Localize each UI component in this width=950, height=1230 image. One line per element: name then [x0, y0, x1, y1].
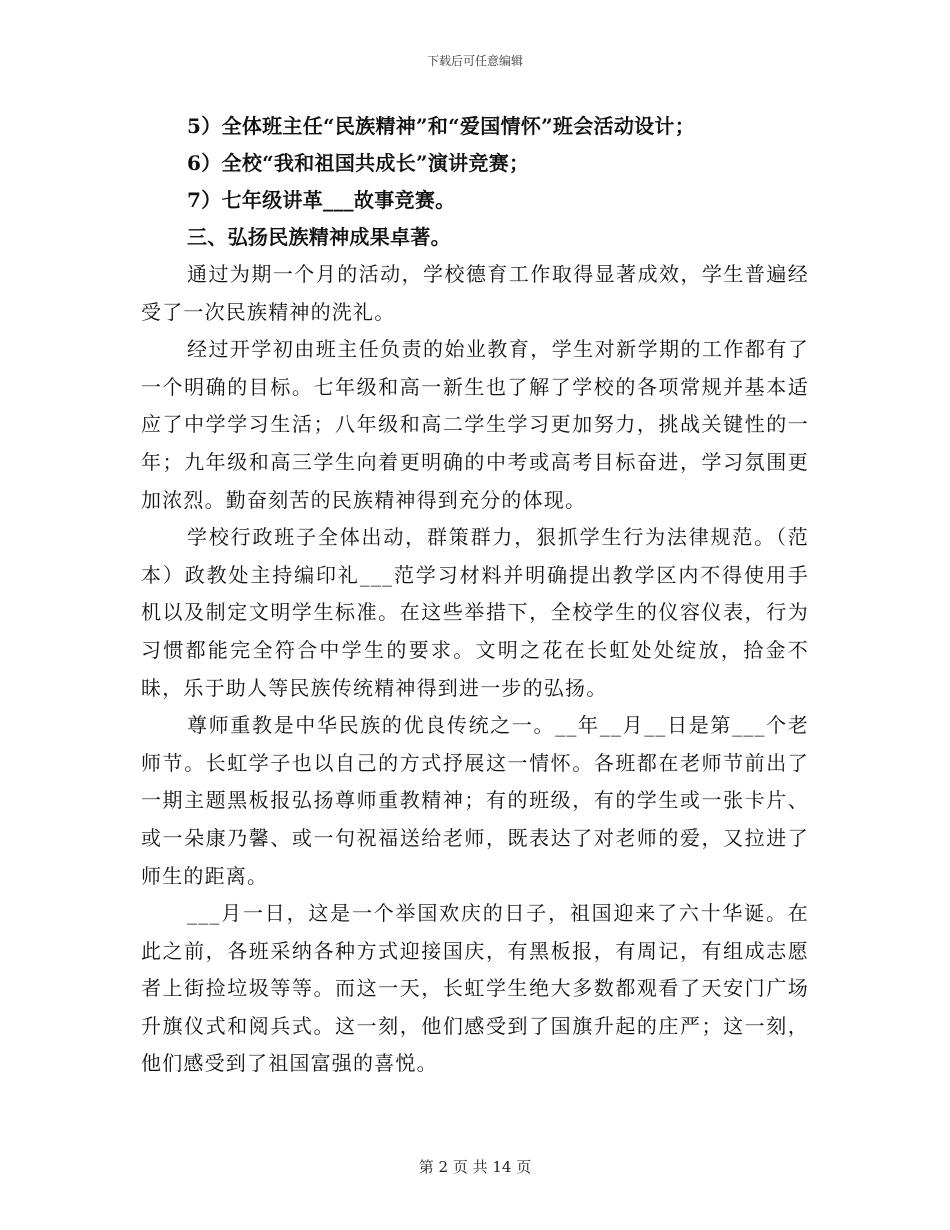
section-heading: 三、弘扬民族精神成果卓著。	[187, 225, 451, 249]
list-item: 5）全体班主任“民族精神”和“爱国情怀”班会活动设计；	[187, 114, 696, 138]
document-body	[141, 108, 809, 1083]
list-item: 6）全校“我和祖国共成长”演讲竞赛；	[187, 151, 530, 175]
paragraph: 尊师重教是中华民族的优良传统之一。__年__月__日是第___个老师节。长虹学子也以自己的方式抒展这一情怀。各班都在老师节前出了一期主题黑板报弘扬尊师重教精神；有的班级，有的学生或一张卡片、或一朵康乃馨、或一句祝福送给老师，既表达了对老师的爱，又拉进了师生的距离。	[141, 713, 809, 888]
page-number: 第 2 页 共 14 页	[418, 1158, 532, 1176]
paragraph: ___月一日，这是一个举国欢庆的日子，祖国迎来了六十华诞。在此之前，各班采纳各种方式迎接国庆，有黑板报，有周记，有组成志愿者上街捡垃圾等等。而这一天，长虹学生绝大多数都观看了天安门广场升旗仪式和阅兵式。这一刻，他们感受到了国旗升起的庄严；这一刻，他们感受到了祖国富强的喜悦。	[141, 901, 809, 1076]
paragraph: 学校行政班子全体出动，群策群力，狠抓学生行为法律规范。（范本）政教处主持编印礼___范学习材料并明确提出教学区内不得使用手机以及制定文明学生标准。在这些举措下，全校学生的仪容仪表，行为习惯都能完全符合中学生的要求。文明之花在长虹处处绽放，拾金不昧，乐于助人等民族传统精神得到进一步的弘扬。	[141, 525, 809, 700]
paragraph: 通过为期一个月的活动，学校德育工作取得显著成效，学生普遍经受了一次民族精神的洗礼。	[141, 262, 809, 324]
list-item: 7）七年级讲革___故事竞赛。	[187, 188, 456, 212]
page-header-note: 下载后可任意编辑	[426, 54, 523, 68]
paragraph: 经过开学初由班主任负责的始业教育，学生对新学期的工作都有了一个明确的目标。七年级和高一新生也了解了学校的各项常规并基本适应了中学学习生活；八年级和高二学生学习更加努力，挑战关键性的一年；九年级和高三学生向着更明确的中考或高考目标奋进，学习氛围更加浓烈。勤奋刻苦的民族精神得到充分的体现。	[141, 337, 809, 512]
